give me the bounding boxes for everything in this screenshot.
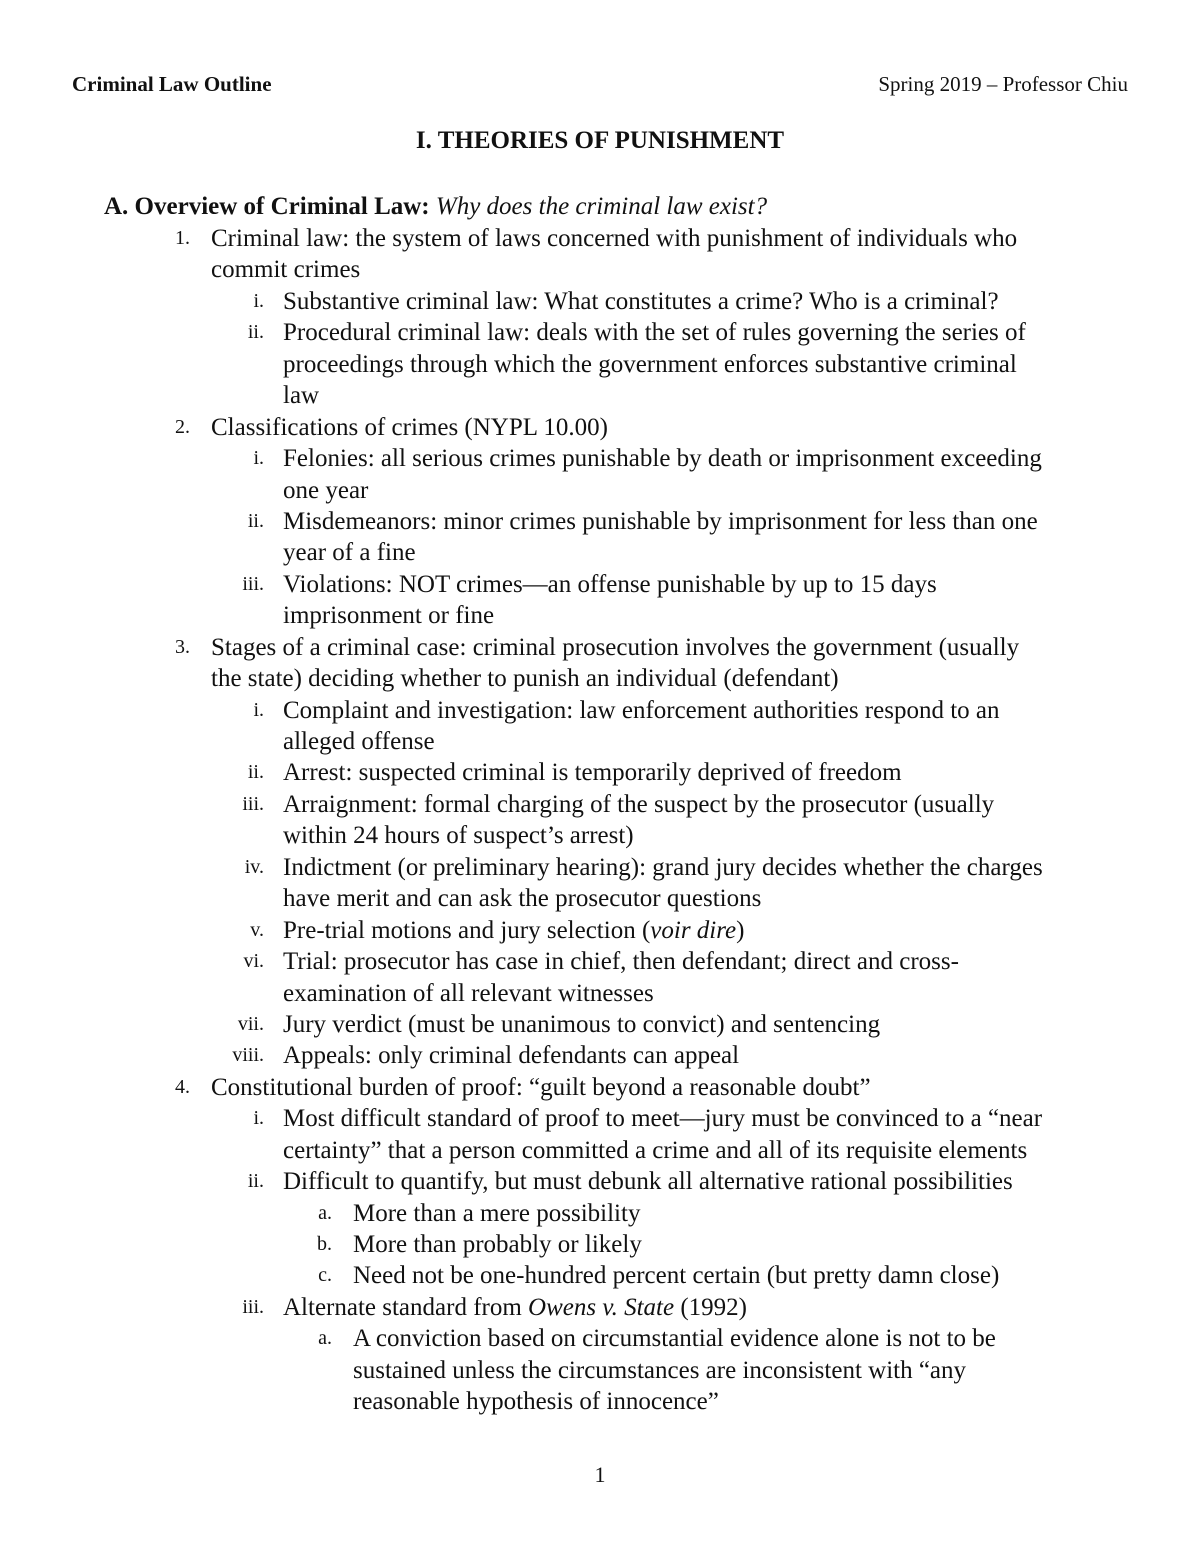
list-item-text: Misdemeanors: minor crimes punishable by imprisonment for less than one [283, 507, 1038, 535]
list-item [0, 569, 1200, 600]
list-item-text: examination of all relevant witnesses [283, 979, 654, 1007]
list-item [0, 946, 1200, 977]
list-item [0, 286, 1200, 317]
list-item-text-lead: Alternate standard from [283, 1293, 529, 1321]
list-item-text: More than a mere possibility [353, 1199, 641, 1227]
list-item [0, 1040, 1200, 1071]
list-item [0, 1103, 1200, 1134]
list-item-text: Arraignment: formal charging of the suspect by the prosecutor (usually [283, 790, 995, 818]
list-item-continuation [0, 349, 1200, 380]
list-marker: i. [253, 447, 264, 470]
list-item-text: Procedural criminal law: deals with the set of rules governing the series of [283, 319, 1026, 347]
list-marker: iii. [242, 1295, 264, 1318]
list-item-text: imprisonment or fine [283, 602, 495, 630]
list-item-text: Appeals: only criminal defendants can appeal [283, 1042, 740, 1070]
list-marker: ii. [247, 509, 264, 532]
list-item-text [283, 915, 744, 946]
list-marker: vi. [243, 950, 264, 973]
list-item-text: reasonable hypothesis of innocence” [353, 1388, 719, 1416]
list-marker: viii. [232, 1044, 264, 1067]
list-item-text: Classifications of crimes (NYPL 10.00) [211, 413, 608, 441]
list-item-continuation [0, 1386, 1200, 1417]
list-item-text: have merit and can ask the prosecutor questions [283, 885, 762, 913]
list-marker: ii. [247, 321, 264, 344]
list-item-text: year of a fine [283, 539, 416, 567]
list-item-text: Substantive criminal law: What constitutes a crime? Who is a criminal? [283, 287, 999, 315]
list-item-continuation [0, 820, 1200, 851]
list-marker: c. [318, 1264, 332, 1287]
section-label: A. Overview of Criminal Law: [104, 193, 430, 220]
section-question: Why does the criminal law exist? [435, 193, 768, 220]
outline-body [0, 223, 1200, 1418]
list-marker: iv. [244, 855, 264, 878]
list-item [0, 632, 1200, 663]
list-marker: a. [318, 1327, 332, 1350]
list-item [0, 1260, 1200, 1291]
list-marker: i. [253, 698, 264, 721]
list-marker: ii. [247, 761, 264, 784]
list-item-text: Trial: prosecutor has case in chief, then defendant; direct and cross- [283, 948, 959, 976]
list-item-text: A conviction based on circumstantial evidence alone is not to be [353, 1325, 996, 1353]
list-item-continuation [0, 475, 1200, 506]
list-item-text: commit crimes [211, 256, 361, 284]
list-item-text-lead: Pre-trial motions and jury selection ( [283, 916, 651, 944]
list-marker: iii. [242, 792, 264, 815]
list-item-continuation [0, 883, 1200, 914]
list-item-text-tail: ) [736, 916, 745, 944]
list-marker: 4. [175, 1075, 190, 1098]
list-item-continuation [0, 726, 1200, 757]
list-item-text: Arrest: suspected criminal is temporarily deprived of freedom [283, 759, 902, 787]
section-heading [104, 191, 767, 222]
list-item-text: Violations: NOT crimes—an offense punishable by up to 15 days [283, 570, 937, 598]
list-item-text: certainty” that a person committed a crime and all of its requisite elements [283, 1136, 1028, 1164]
list-item-continuation [0, 254, 1200, 285]
list-marker: i. [253, 1107, 264, 1130]
list-item [0, 852, 1200, 883]
list-item-continuation [0, 537, 1200, 568]
list-item-continuation [0, 600, 1200, 631]
list-item [0, 757, 1200, 788]
list-item-text: Felonies: all serious crimes punishable by death or imprisonment exceeding [283, 445, 1042, 473]
list-item-continuation [0, 663, 1200, 694]
list-item [0, 506, 1200, 537]
list-item-text: More than probably or likely [353, 1231, 642, 1258]
list-marker: iii. [242, 572, 264, 595]
list-item [0, 412, 1200, 443]
list-item [0, 1292, 1200, 1323]
list-marker: v. [250, 918, 264, 941]
list-item-text: one year [283, 476, 369, 504]
list-item [0, 1072, 1200, 1103]
list-item-continuation [0, 380, 1200, 411]
list-marker: ii. [247, 1170, 264, 1193]
list-item-continuation [0, 1135, 1200, 1166]
list-marker: vii. [237, 1012, 264, 1035]
list-item [0, 1166, 1200, 1197]
page-title: I. THEORIES OF PUNISHMENT [415, 127, 785, 154]
list-marker: a. [318, 1201, 332, 1224]
list-item [0, 223, 1200, 254]
list-item-continuation [0, 1355, 1200, 1386]
list-marker: 1. [175, 227, 190, 249]
list-item [0, 1229, 1200, 1260]
list-marker: b. [317, 1233, 332, 1255]
list-marker: 3. [175, 635, 190, 658]
list-item-text: Criminal law: the system of laws concerned with punishment of individuals who [211, 225, 1018, 252]
list-item-text: Complaint and investigation: law enforcement authorities respond to an [283, 696, 1000, 724]
list-item-text: the state) deciding whether to punish an individual (defendant) [211, 665, 839, 693]
list-item-text: proceedings through which the government enforces substantive criminal [283, 350, 1017, 378]
list-item-text: Stages of a criminal case: criminal prosecution involves the government (usually [211, 633, 1020, 661]
list-item-text-tail: (1992) [674, 1293, 747, 1321]
list-item-text: alleged offense [283, 728, 435, 755]
list-item [0, 1009, 1200, 1040]
list-item [0, 789, 1200, 820]
list-item [0, 1323, 1200, 1354]
list-item-text: within 24 hours of suspect’s arrest) [283, 822, 634, 850]
header-course-info: Spring 2019 – Professor Chiu [878, 72, 1128, 96]
list-item-text: Need not be one-hundred percent certain (but pretty damn close) [353, 1262, 1000, 1290]
page-number: 1 [594, 1462, 606, 1487]
list-item [0, 443, 1200, 474]
list-item-continuation [0, 978, 1200, 1009]
list-item [0, 915, 1200, 946]
list-item-text: Difficult to quantify, but must debunk all alternative rational possibilities [283, 1168, 1013, 1196]
list-item [0, 695, 1200, 726]
list-marker: 2. [175, 415, 190, 438]
list-item [0, 1198, 1200, 1229]
list-item [0, 317, 1200, 348]
case-name: Owens v. State [528, 1293, 675, 1321]
list-item-text: Constitutional burden of proof: “guilt beyond a reasonable doubt” [211, 1073, 871, 1101]
list-item-text: law [283, 382, 320, 410]
list-item-text: Most difficult standard of proof to meet—jury must be convinced to a “near [283, 1105, 1043, 1133]
list-item-text [283, 1292, 747, 1323]
list-item-text: Indictment (or preliminary hearing): grand jury decides whether the charges [283, 853, 1043, 881]
list-item-text-italic: voir dire [650, 916, 737, 944]
list-item-text: Jury verdict (must be unanimous to convict) and sentencing [283, 1010, 881, 1038]
list-item-text: sustained unless the circumstances are inconsistent with “any [353, 1356, 967, 1384]
header-title: Criminal Law Outline [72, 72, 272, 96]
list-marker: i. [253, 289, 264, 312]
